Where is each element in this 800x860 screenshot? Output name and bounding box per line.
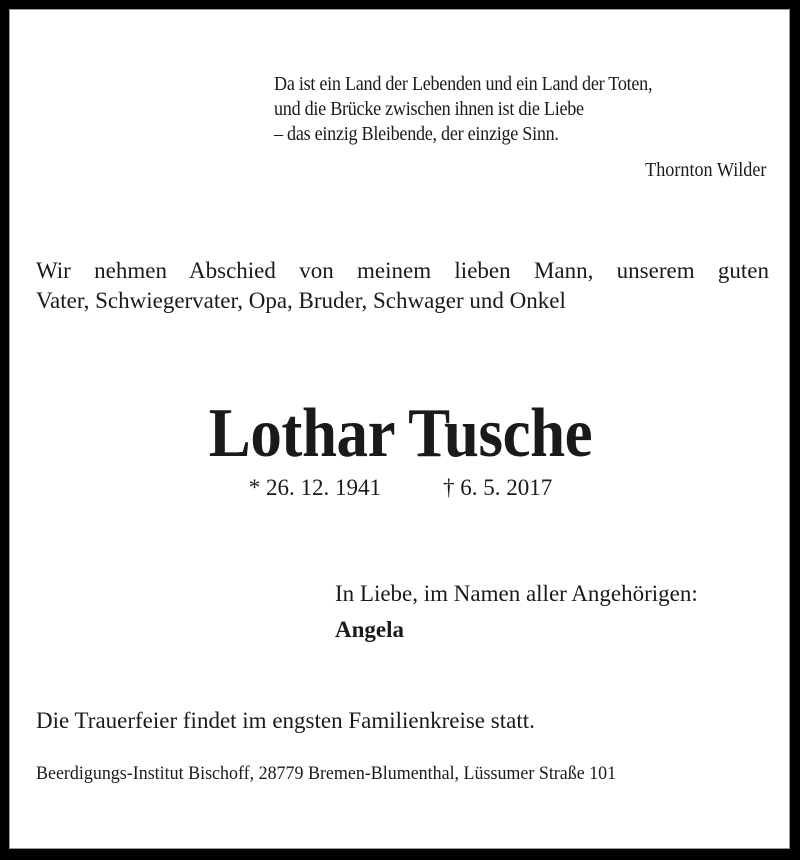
quote-line: Da ist ein Land der Lebenden und ein Land der Toten, [274, 74, 653, 95]
closing-block [335, 576, 698, 648]
closing-text: In Liebe, im Namen aller Angehörigen: [335, 581, 698, 606]
intro-line-2: Vater, Schwiegervater, Opa, Bruder, Schwager und Onkel [36, 288, 566, 313]
obituary-notice [9, 9, 790, 849]
birth-date: * 26. 12. 1941 [248, 475, 381, 500]
quote-author: Thornton Wilder [644, 160, 766, 181]
signer-name: Angela [335, 617, 404, 642]
funeral-home-info: Beerdigungs-Institut Bischoff, 28779 Bremen-Blumenthal, Lüssumer Straße 101 [36, 763, 617, 784]
quote-line: und die Brücke zwischen ihnen ist die Liebe [274, 99, 584, 120]
quote-line: – das einzig Bleibende, der einzige Sinn. [274, 124, 559, 145]
ceremony-note: Die Trauerfeier findet im engsten Familienkreise statt. [36, 708, 535, 733]
death-date: † 6. 5. 2017 [443, 475, 553, 500]
deceased-name: Lothar Tusche [208, 395, 593, 472]
quote-block [274, 72, 681, 147]
intro-text [36, 256, 769, 316]
intro-line-1: Wir nehmen Abschied von meinem lieben Mann, unserem guten [36, 258, 769, 283]
life-dates [10, 475, 791, 501]
